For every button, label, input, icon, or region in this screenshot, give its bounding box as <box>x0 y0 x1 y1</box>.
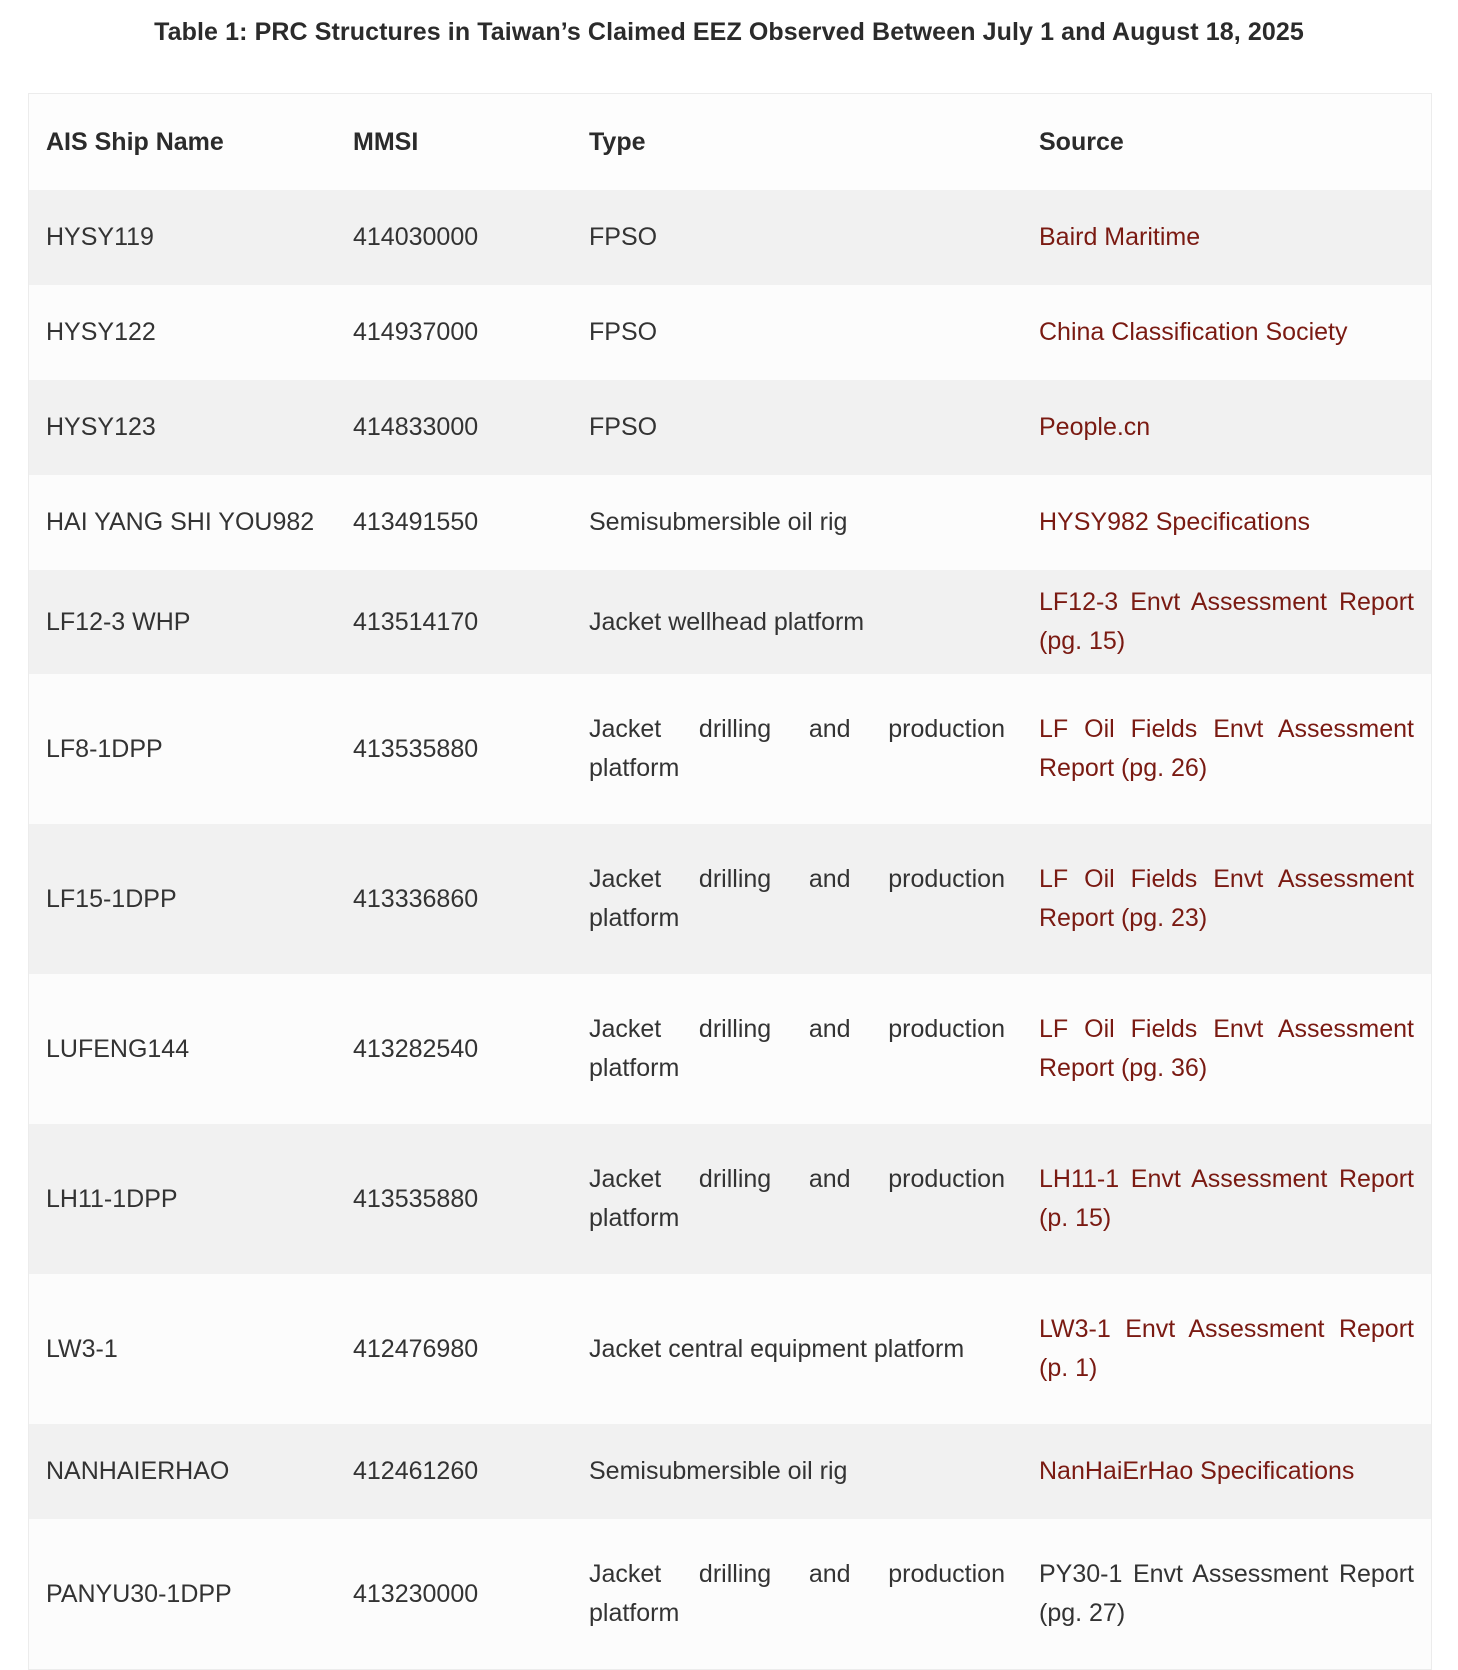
header-type: Type <box>572 94 1022 190</box>
cell-mmsi: 413535880 <box>336 674 572 824</box>
table-row <box>29 1274 1431 1424</box>
table-caption: Table 1: PRC Structures in Taiwan’s Claimed EEZ Observed Between July 1 and August 18, 2025 <box>154 18 1304 46</box>
table-row <box>29 974 1431 1124</box>
table-row <box>29 1124 1431 1274</box>
cell-mmsi: 413230000 <box>336 1519 572 1669</box>
cell-mmsi: 414030000 <box>336 190 572 285</box>
cell-mmsi: 413491550 <box>336 475 572 570</box>
table-row <box>29 475 1431 570</box>
table-row <box>29 1424 1431 1519</box>
table-row <box>29 570 1431 674</box>
cell-type: Semisubmersible oil rig <box>572 1424 1022 1519</box>
cell-ship-name: NANHAIERHAO <box>29 1424 336 1519</box>
cell-type: Jacket drilling and production platform <box>572 674 1022 824</box>
header-mmsi: MMSI <box>336 94 572 190</box>
source-link[interactable]: People.cn <box>1022 380 1431 475</box>
cell-type: Jacket central equipment platform <box>572 1274 1022 1424</box>
cell-ship-name: HYSY123 <box>29 380 336 475</box>
source-link[interactable]: LF Oil Fields Envt Assessment Report (pg. 23) <box>1022 824 1431 974</box>
source-link[interactable]: NanHaiErHao Specifications <box>1022 1424 1431 1519</box>
cell-mmsi: 413535880 <box>336 1124 572 1274</box>
cell-ship-name: HYSY119 <box>29 190 336 285</box>
cell-ship-name: LF15-1DPP <box>29 824 336 974</box>
table-row <box>29 1519 1431 1669</box>
source-link[interactable]: LF12-3 Envt Assessment Report (pg. 15) <box>1022 570 1431 674</box>
source-link[interactable]: LH11-1 Envt Assessment Report (p. 15) <box>1022 1124 1431 1274</box>
cell-ship-name: LF8-1DPP <box>29 674 336 824</box>
cell-ship-name: HAI YANG SHI YOU982 <box>29 475 336 570</box>
source-link[interactable]: HYSY982 Specifications <box>1022 475 1431 570</box>
cell-type: Jacket wellhead platform <box>572 570 1022 674</box>
cell-ship-name: LH11-1DPP <box>29 1124 336 1274</box>
structures-table <box>28 93 1432 1670</box>
source-link[interactable]: LF Oil Fields Envt Assessment Report (pg. 36) <box>1022 974 1431 1124</box>
table-row <box>29 190 1431 285</box>
source-link[interactable]: LF Oil Fields Envt Assessment Report (pg. 26) <box>1022 674 1431 824</box>
cell-mmsi: 414937000 <box>336 285 572 380</box>
cell-type: Jacket drilling and production platform <box>572 974 1022 1124</box>
cell-type: FPSO <box>572 190 1022 285</box>
header-source: Source <box>1022 94 1431 190</box>
header-ais-ship-name: AIS Ship Name <box>29 94 336 190</box>
cell-type: Jacket drilling and production platform <box>572 824 1022 974</box>
cell-type: Jacket drilling and production platform <box>572 1519 1022 1669</box>
source-link[interactable]: LW3-1 Envt Assessment Report (p. 1) <box>1022 1274 1431 1424</box>
cell-ship-name: LW3-1 <box>29 1274 336 1424</box>
table-row <box>29 285 1431 380</box>
cell-mmsi: 412461260 <box>336 1424 572 1519</box>
table-row <box>29 674 1431 824</box>
cell-ship-name: HYSY122 <box>29 285 336 380</box>
source-link[interactable]: Baird Maritime <box>1022 190 1431 285</box>
cell-type: Jacket drilling and production platform <box>572 1124 1022 1274</box>
table-row <box>29 824 1431 974</box>
cell-type: Semisubmersible oil rig <box>572 475 1022 570</box>
cell-mmsi: 414833000 <box>336 380 572 475</box>
cell-ship-name: LUFENG144 <box>29 974 336 1124</box>
cell-source: PY30-1 Envt Assessment Report (pg. 27) <box>1022 1519 1431 1669</box>
cell-type: FPSO <box>572 285 1022 380</box>
cell-mmsi: 413336860 <box>336 824 572 974</box>
cell-mmsi: 413282540 <box>336 974 572 1124</box>
cell-ship-name: PANYU30-1DPP <box>29 1519 336 1669</box>
source-link[interactable]: China Classification Society <box>1022 285 1431 380</box>
cell-mmsi: 412476980 <box>336 1274 572 1424</box>
cell-type: FPSO <box>572 380 1022 475</box>
cell-ship-name: LF12-3 WHP <box>29 570 336 674</box>
cell-mmsi: 413514170 <box>336 570 572 674</box>
table-header-row <box>29 94 1431 190</box>
table-row <box>29 380 1431 475</box>
